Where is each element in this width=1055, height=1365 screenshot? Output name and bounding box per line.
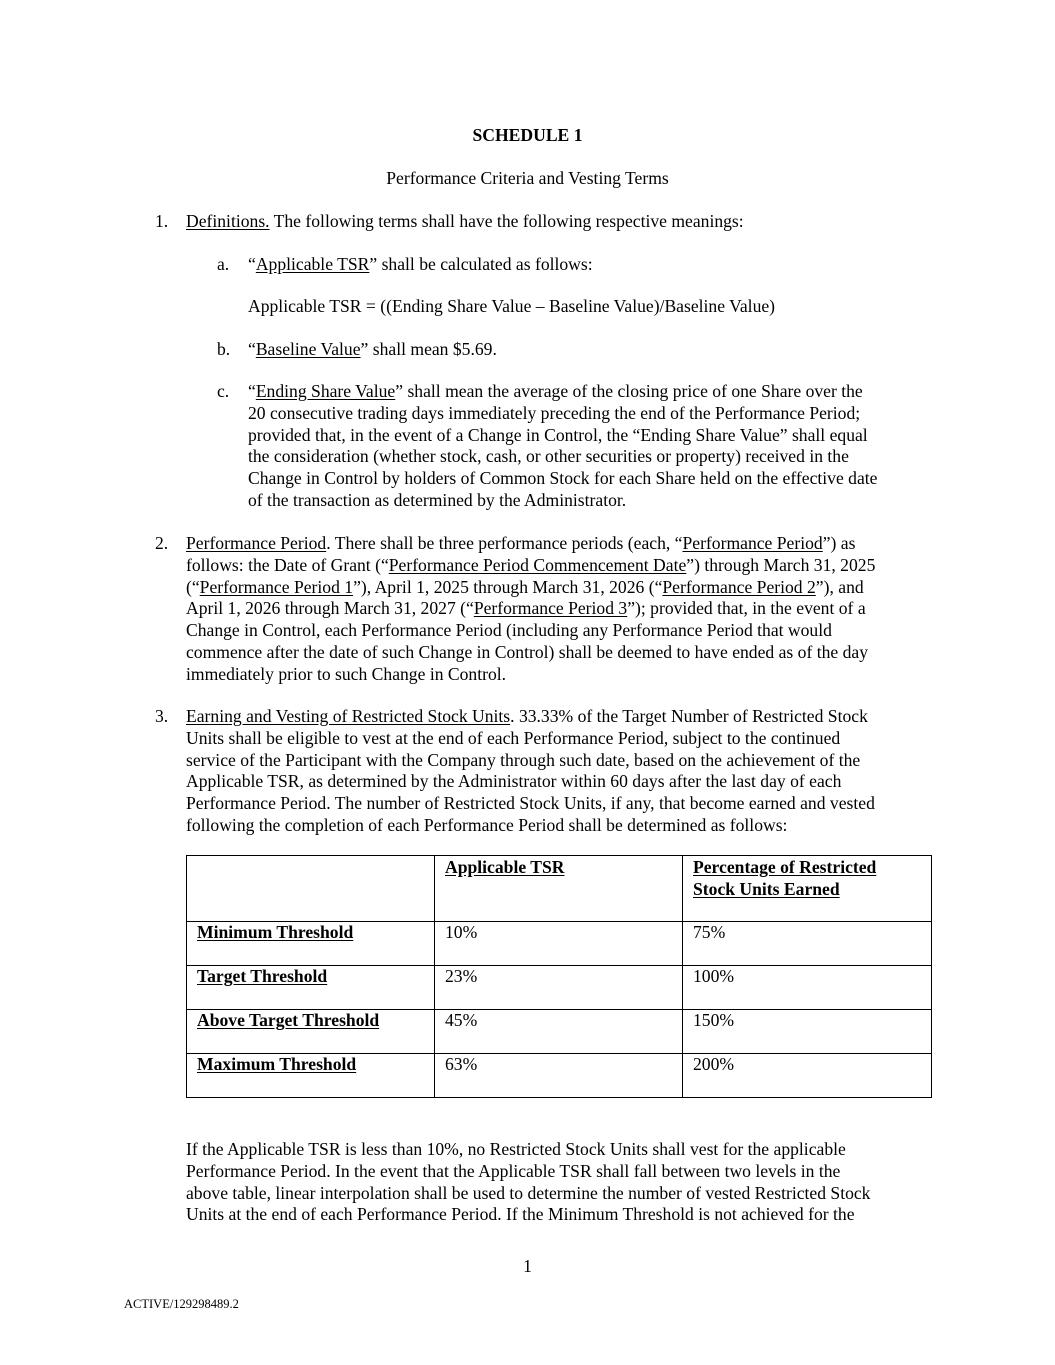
s2-l2a: follows: the Date of Grant (“ [186,554,389,575]
term-applicable-tsr: Applicable TSR [255,254,370,274]
row-tsr: 10% [435,922,683,966]
s2-l6: commence after the date of such Change in Control) shall be deemed to have ended as of the day [186,641,868,662]
s3-l2: Units shall be eligible to vest at the end of each Performance Period, subject to the continued [186,727,841,748]
s2-l4b: ”); provided that, in the event of a [627,598,866,619]
closing-l3: above table, linear interpolation shall be used to determine the number of vested Restricted Stock [186,1182,871,1203]
item-c-line6: of the transaction as determined by the Administrator. [248,489,627,510]
section-3-heading: Earning and Vesting of Restricted Stock Units [186,706,511,726]
item-c-line5: Change in Control by holders of Common Stock for each Share held on the effective date [248,468,878,489]
item-c-line3: provided that, in the event of a Change in Control, the “Ending Share Value” shall equal [248,424,868,445]
term-commencement-date: Performance Period Commencement Date [388,554,687,575]
header-percentage-line2: Stock Units Earned [693,878,840,899]
s3-l3: service of the Participant with the Company through such date, based on the achievement of the [186,749,861,770]
schedule-subtitle: Performance Criteria and Vesting Terms [386,168,669,188]
row-percentage: 150% [683,1010,932,1054]
s3-l5: Performance Period. The number of Restricted Stock Units, if any, that become earned and vested [186,793,875,814]
table-header-percentage [683,856,932,922]
document-id-footer: ACTIVE/129298489.2 [124,1297,239,1311]
table-row [187,1054,932,1098]
table-row [187,922,932,966]
s2-l4a: April 1, 2026 through March 31, 2027 (“ [186,598,474,619]
item-a-text [248,254,593,276]
s2-l2b: ”) through March 31, 2025 [686,554,876,575]
row-percentage: 100% [683,966,932,1010]
row-label [187,1054,435,1098]
s2-l3a: (“ [186,576,200,597]
item-c-label: c. [217,381,230,401]
row-tsr: 23% [435,966,683,1010]
term-ending-share-value: Ending Share Value [255,381,396,401]
term-performance-period-3: Performance Period 3 [473,598,628,619]
closing-paragraph [186,1139,870,1226]
page-number: 1 [523,1256,532,1276]
section-1-intro: The following terms shall have the following respective meanings: [269,211,744,231]
section-3-number: 3. [155,706,169,726]
row-label [187,922,435,966]
s2-l3c: ”), and [815,576,864,597]
closing-l2: Performance Period. In the event that the Applicable TSR shall fall between two levels in the [186,1160,841,1181]
row-label [187,966,435,1010]
row-percentage: 75% [683,922,932,966]
table-header-blank [187,856,435,922]
section-3-text [186,706,875,837]
item-b-rest: ” shall mean $5.69. [360,339,497,359]
s2-l1a: . There shall be three performance periods (each, “ [326,533,683,553]
section-2-text [186,533,875,686]
s2-l5: Change in Control, each Performance Period (including any Performance Period that would [186,620,832,641]
item-c-open-quote: “ [248,381,256,401]
tsr-formula: Applicable TSR = ((Ending Share Value – Baseline Value)/Baseline Value) [248,296,776,316]
s3-l6: following the completion of each Performance Period shall be determined as follows: [186,814,788,835]
row-label-text: Maximum Threshold [197,1054,357,1074]
item-a-open-quote: “ [248,254,256,274]
table-row [187,1010,932,1054]
table-header-tsr [435,856,683,922]
item-b-open-quote: “ [248,339,256,359]
row-label-text: Target Threshold [197,966,328,986]
section-1-text [186,211,744,233]
s2-l3b: ”), April 1, 2025 through March 31, 2026 (“ [353,576,663,597]
s3-l1: . 33.33% of the Target Number of Restricted Stock [510,706,868,726]
row-tsr: 63% [435,1054,683,1098]
header-applicable-tsr: Applicable TSR [445,857,565,877]
item-c-line2: 20 consecutive trading days immediately preceding the end of the Performance Period; [248,402,861,423]
s3-l4: Applicable TSR, as determined by the Administrator within 60 days after the last day of each [186,771,842,792]
section-2-number: 2. [155,533,169,553]
s2-l7: immediately prior to such Change in Control. [186,663,507,684]
section-2-heading: Performance Period [186,533,327,553]
table-row [187,966,932,1010]
term-performance-period-2: Performance Period 2 [662,576,816,597]
item-a-rest: ” shall be calculated as follows: [369,254,593,274]
row-tsr: 45% [435,1010,683,1054]
row-label-text: Minimum Threshold [197,922,354,942]
table-header-row [187,856,932,922]
s2-l1b: ”) as [822,533,856,553]
row-label [187,1010,435,1054]
item-b-text [248,339,497,361]
closing-l4: Units at the end of each Performance Period. If the Minimum Threshold is not achieved for the [186,1204,855,1225]
item-c-text [248,381,877,512]
term-performance-period: Performance Period [682,533,823,553]
item-b-label: b. [217,339,231,359]
tsr-vesting-table [186,855,932,1098]
term-performance-period-1: Performance Period 1 [199,576,354,597]
item-c-line4: the consideration (whether stock, cash, or other securities or property) received in the [248,446,849,467]
row-label-text: Above Target Threshold [197,1010,380,1030]
section-1-heading: Definitions. [186,211,270,231]
header-percentage-line1: Percentage of Restricted [693,857,877,877]
item-a-label: a. [217,254,230,274]
row-percentage: 200% [683,1054,932,1098]
term-baseline-value: Baseline Value [255,339,361,359]
section-1-number: 1. [155,211,169,231]
item-c-line1: ” shall mean the average of the closing price of one Share over the [395,381,863,401]
schedule-title: SCHEDULE 1 [472,125,583,145]
closing-l1: If the Applicable TSR is less than 10%, no Restricted Stock Units shall vest for the applicable [186,1139,846,1159]
